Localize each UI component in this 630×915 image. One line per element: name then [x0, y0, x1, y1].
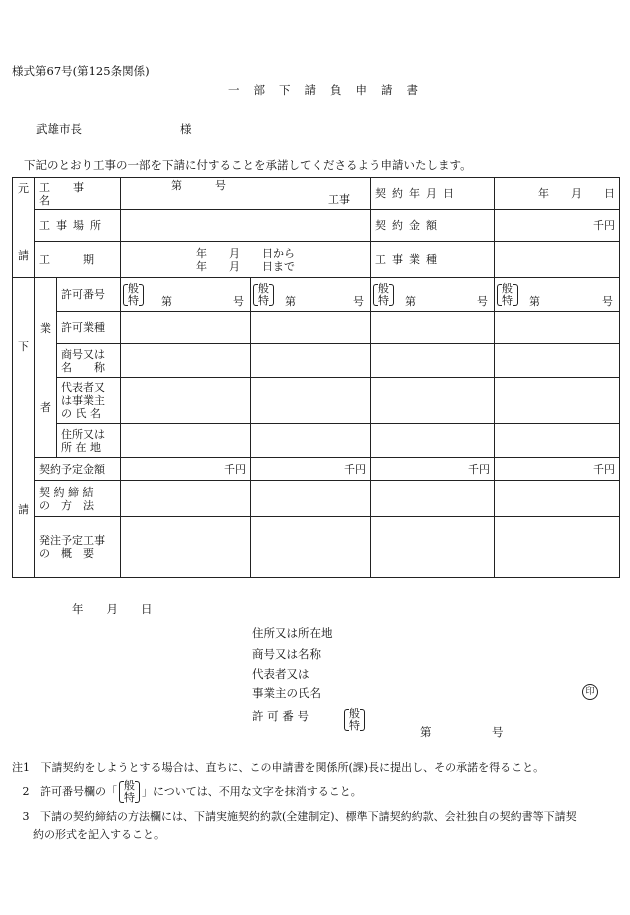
kyoka-gyoshu-field-1[interactable]: [121, 312, 251, 344]
shitauke-side-label: 下 請: [13, 278, 35, 578]
keiyaku-date-field[interactable]: 年 月 日: [495, 178, 620, 210]
kyoka-prefix: 般 特: [125, 283, 142, 307]
jusho-field-3[interactable]: [371, 424, 495, 458]
teiketsu-field-4[interactable]: [495, 481, 620, 517]
hacchu-field-3[interactable]: [371, 517, 495, 578]
yotei-kingaku-field-1[interactable]: 千円: [121, 458, 251, 481]
rep-label-line2: 事業主の氏名: [252, 686, 321, 700]
jusho-label: 住所又は 所 在 地: [57, 424, 121, 458]
hacchu-field-2[interactable]: [251, 517, 371, 578]
note-2: 2 許可番号欄の「 般 特 」については、不用な文字を抹消すること。: [22, 779, 362, 804]
intro-text: 下記のとおり工事の一部を下請に付することを承諾してくださるよう申請いたします。: [24, 158, 472, 172]
address-label: 住所又は所在地: [252, 626, 333, 640]
application-date[interactable]: 年 月 日: [72, 602, 153, 616]
note-1: 注1 下請契約をしようとする場合は、直ちに、この申請書を関係所(課)長に提出し、その承諾を得ること。: [12, 761, 545, 774]
shogo-field-4[interactable]: [495, 344, 620, 378]
hacchu-field-4[interactable]: [495, 517, 620, 578]
teiketsu-field-1[interactable]: [121, 481, 251, 517]
gyoshu-label: 工事業種: [371, 242, 495, 278]
koji-mei-label: 工 事 名: [35, 178, 121, 210]
jusho-field-4[interactable]: [495, 424, 620, 458]
gyosha-side-label: 業 者: [35, 278, 57, 458]
koji-mei-field[interactable]: 第 号 工事: [121, 178, 371, 210]
permit-label: 許 可 番 号: [252, 709, 309, 723]
shogo-label: 商号又は 名 称: [57, 344, 121, 378]
kyoka-gyoshu-field-4[interactable]: [495, 312, 620, 344]
shogo-field-1[interactable]: [121, 344, 251, 378]
koki-field[interactable]: 年 月 日から 年 月 日まで: [121, 242, 371, 278]
form-number: 様式第67号(第125条関係): [12, 64, 150, 78]
teiketsu-field-3[interactable]: [371, 481, 495, 517]
teiketsu-field-2[interactable]: [251, 481, 371, 517]
yotei-kingaku-field-4[interactable]: 千円: [495, 458, 620, 481]
kyoka-gyoshu-field-3[interactable]: [371, 312, 495, 344]
page-title: 一部下請負申請書: [228, 83, 432, 97]
jusho-field-2[interactable]: [251, 424, 371, 458]
daihyo-field-1[interactable]: [121, 378, 251, 424]
permit-dai: 第: [420, 725, 432, 739]
kyoka-bango-label: 許可番号: [57, 278, 121, 312]
koji-basho-label: 工事場所: [35, 210, 121, 242]
permit-go: 号: [492, 725, 504, 739]
addressee: 武雄市長: [36, 122, 82, 136]
permit-prefix: 般 特: [346, 708, 363, 732]
daihyo-field-2[interactable]: [251, 378, 371, 424]
hacchu-label: 発注予定工事 の 概 要: [35, 517, 121, 578]
application-table: [12, 177, 620, 578]
shogo-field-3[interactable]: [371, 344, 495, 378]
motouke-side-label: 元 請: [13, 178, 35, 278]
daihyo-label: 代表者又 は事業主 の 氏 名: [57, 378, 121, 424]
yotei-kingaku-field-2[interactable]: 千円: [251, 458, 371, 481]
gyoshu-field[interactable]: [495, 242, 620, 278]
hacchu-field-1[interactable]: [121, 517, 251, 578]
seal-stamp-icon: 印: [582, 683, 598, 700]
kyoka-gyoshu-label: 許可業種: [57, 312, 121, 344]
keiyaku-date-label: 契約年月日: [371, 178, 495, 210]
kyoka-bango-field-3[interactable]: 般 特 第 号: [371, 278, 495, 312]
yotei-kingaku-field-3[interactable]: 千円: [371, 458, 495, 481]
keiyaku-kingaku-field[interactable]: 千円: [495, 210, 620, 242]
shogo-field-2[interactable]: [251, 344, 371, 378]
jusho-field-1[interactable]: [121, 424, 251, 458]
rep-label-line1: 代表者又は: [252, 667, 310, 681]
honorific: 様: [180, 122, 192, 136]
koji-basho-field[interactable]: [121, 210, 371, 242]
daihyo-field-3[interactable]: [371, 378, 495, 424]
name-label: 商号又は名称: [252, 647, 321, 661]
teiketsu-label: 契 約 締 結 の 方 法: [35, 481, 121, 517]
note-3: 3 下請の契約締結の方法欄には、下請実施契約約款(全建制定)、標準下請契約約款、会社独自の契約書等下請契 約の形式を記入すること。: [22, 810, 577, 841]
kyoka-bango-field-4[interactable]: 般 特 第 号: [495, 278, 620, 312]
koki-label: 工 期: [35, 242, 121, 278]
kyoka-bango-field-2[interactable]: 般 特 第 号: [251, 278, 371, 312]
kyoka-bango-field-1[interactable]: 般 特 第 号: [121, 278, 251, 312]
daihyo-field-4[interactable]: [495, 378, 620, 424]
keiyaku-kingaku-label: 契約金額: [371, 210, 495, 242]
kyoka-gyoshu-field-2[interactable]: [251, 312, 371, 344]
yotei-kingaku-label: 契約予定金額: [35, 458, 121, 481]
